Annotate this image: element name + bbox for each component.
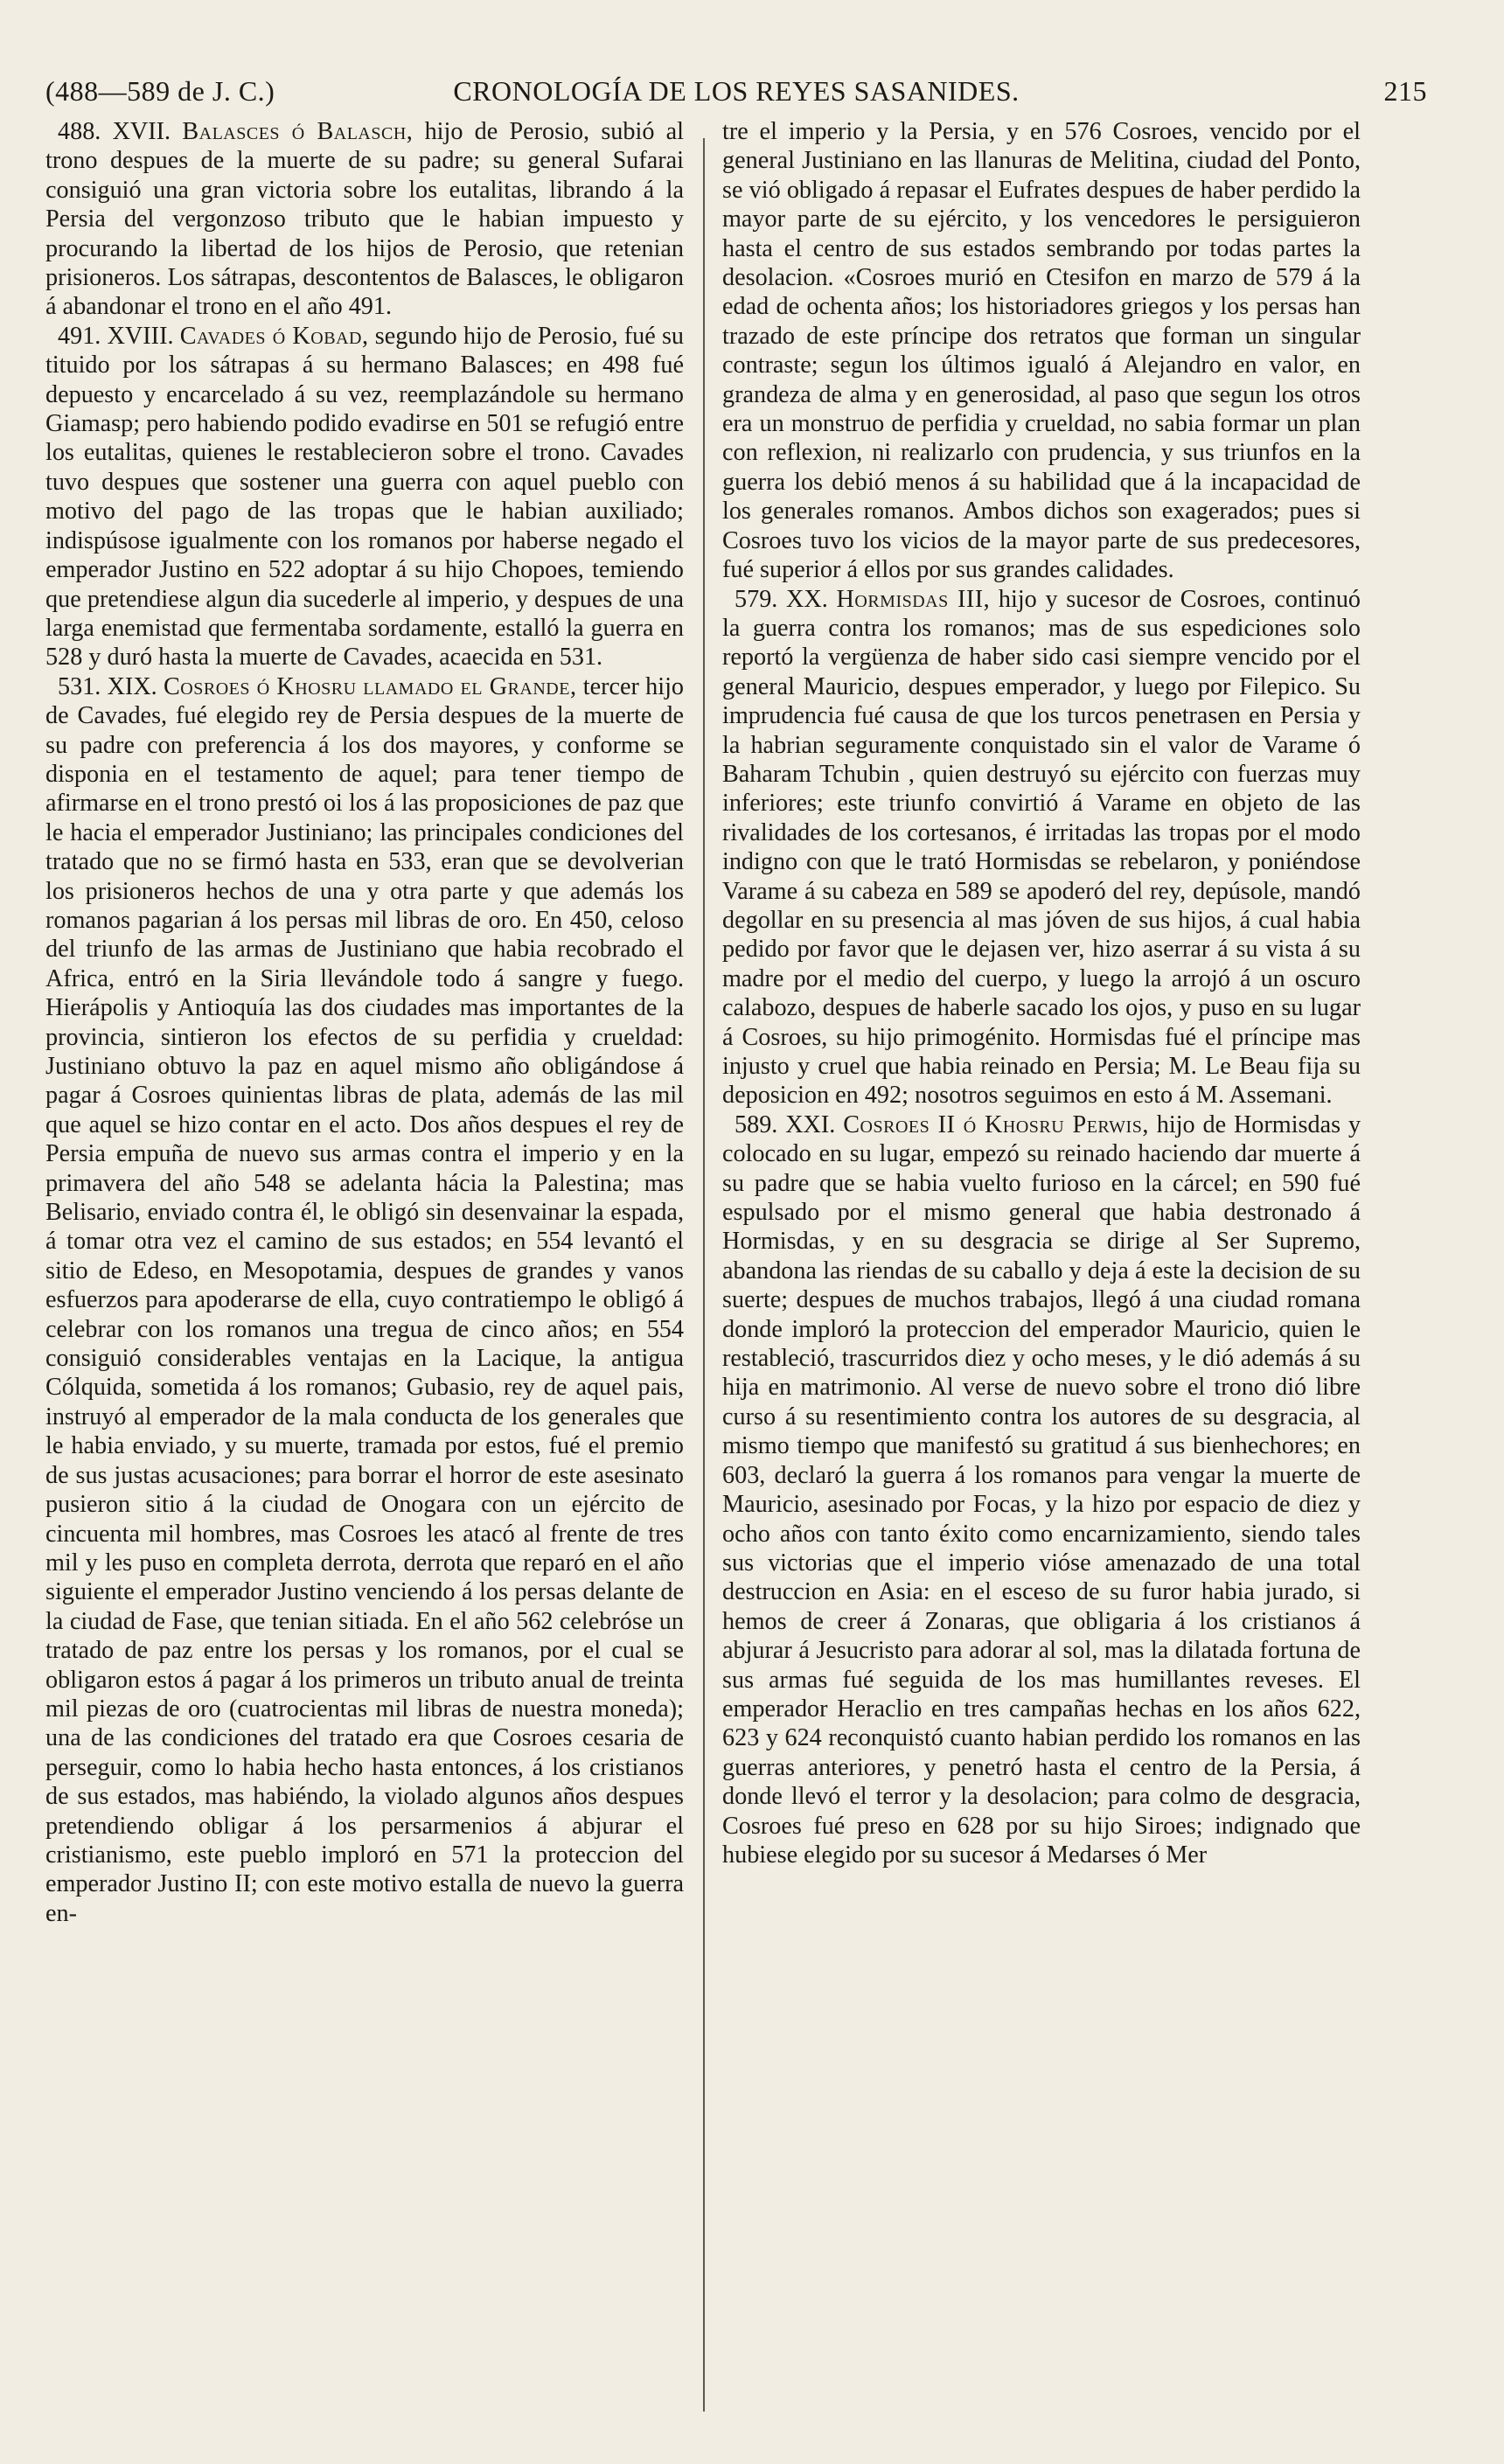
page (45, 68, 1427, 2429)
page-number: 215 (1383, 75, 1427, 107)
entry-roman-numeral: XIX. (107, 672, 157, 700)
king-name: Cosroes ó Khosru llamado el Grande, (163, 672, 577, 700)
entry-text: hijo de Perosio, subió al trono despues de la muerte de su padre; su general Sufarai consiguió una gran victoria sobre los eutalitas, librando á la Persia del vergonzoso tributo que le habian impuesto y procurando la libertad de los hijos de Perosio, que retenian prisioneros. Los sátrapas, descontentos de Balasces, le obligaron á abandonar el trono en el año 491. (45, 118, 684, 321)
king-name: Hormisdas III, (836, 585, 991, 613)
entry-roman-numeral: XXI. (785, 1110, 836, 1138)
entry-year: 579. (735, 585, 778, 613)
running-header (45, 68, 1427, 114)
entry-year: 488. (58, 118, 101, 145)
header-date-range: (488—589 de J. C.) (45, 75, 275, 107)
entry-paragraph (45, 117, 684, 322)
entry-text: hijo y sucesor de Cosroes, continuó la guerra contra los romanos; mas de sus espediciones solo reportó la vergüenza de haber sido casi siempre vencido por el general Mauricio, despues emperador, y luego por Filepico. Su imprudencia fué causa de que los turcos penetrasen en Persia y la habrian seguramente conquistado sin el valor de Varame ó Baharam Tchubin , quien destruyó su ejército con fuerzas muy inferiores; este triunfo convirtió á Varame en objeto de las rivalidades de los cortesanos, é irritadas las tropas por el modo indigno con que le trató Hormisdas se rebelaron, y poniéndose Varame á su cabeza en 589 se apoderó del rey, depúsole, mandó degollar en su presencia al mas jóven de sus hijos, á cual habia pedido por favor que le dejasen ver, hizo aserrar á su vista á su madre por el medio del cuerpo, y luego la arrojó á un oscuro calabozo, despues de haberle sacado los ojos, y puso en su lugar á Cosroes, su hijo primogénito. Hormisdas fué el príncipe mas injusto y cruel que habia reinado en Persia; M. Le Beau fija su deposicion en 492; nosotros seguimos en esto á M. Assemani. (722, 585, 1361, 1110)
entry-roman-numeral: XVIII. (107, 322, 174, 350)
entry-paragraph (45, 672, 684, 1928)
king-name: Balasces ó Balasch, (182, 118, 414, 145)
entry-text: segundo hijo de Perosio, fué su tituido por los sátrapas á su hermano Balasces; en 498 fué depuesto y encarcelado á su vez, reemplazándole su hermano Giamasp; pero habiendo podido evadirse en 501 se refugió entre los eutalitas, quienes le restablecieron sobre el trono. Cavades tuvo despues que sostener una guerra con aquel pueblo con motivo del pago de las tropas que le habian auxiliado; indispúsose igualmente con los romanos por haberse negado el emperador Justino en 522 adoptar á su hijo Chopoes, temiendo que pretendiese algun dia sucederle al imperio, y despues de una larga enemistad que fermentaba sordamente, estalló la guerra en 528 y duró hasta la muerte de Cavades, acaecida en 531. (45, 322, 684, 672)
header-title: CRONOLOGÍA DE LOS REYES SASANIDES. (453, 75, 1020, 107)
entry-text: tre el imperio y la Persia, y en 576 Cosroes, vencido por el general Justiniano en las llanuras de Melitina, ciudad del Ponto, se vió obligado á repasar el Eufrates despues de haber perdido la mayor parte de su ejército, y los vencedores le persiguieron hasta el centro de sus estados sembrando por todas partes la desolacion. «Cosroes murió en Ctesifon en marzo de 579 á la edad de ochenta años; los historiadores griegos y los persas han trazado de este príncipe dos retratos que forman un singular contraste; segun los últimos igualó á Alejandro en valor, en grandeza de alma y en generosidad, al paso que segun los otros era un monstruo de perfidia y crueldad, no sabia formar un plan con reflexion, ni realizarlo con prudencia, y sus triunfos en la guerra los debió menos á su habilidad que á la incapacidad de los generales romanos. Ambos dichos son exagerados; pues si Cosroes tuvo los vicios de la mayor parte de sus predecesores, fué superior á ellos por sus grandes calidades. (722, 118, 1361, 584)
entry-year: 491. (58, 322, 101, 350)
entry-text: tercer hijo de Cavades, fué elegido rey de Persia despues de la muerte de su padre con preferencia á los dos mayores, y conforme se disponia en el testamento de aquel; para tener tiempo de afirmarse en el trono prestó oi los á las proposiciones de paz que le hacia el emperador Justiniano; las principales condiciones del tratado que no se firmó hasta en 533, eran que se devolverian los prisioneros hechos de una y otra parte y que además los romanos pagarian á los persas mil libras de oro. En 450, celoso del triunfo de las armas de Justiniano que habia recobrado el Africa, entró en la Siria llevándole todo á sangre y fuego. Hierápolis y Antioquía las dos ciudades mas importantes de la provincia, sintieron los efectos de su perfidia y crueldad: Justiniano obtuvo la paz en aquel mismo año obligándose á pagar á Cosroes quinientas libras de plata, además de las mil que aquel se hizo contar en el acto. Dos años despues el rey de Persia empuña de nuevo sus armas contra el imperio y en la primavera del año 548 se adelanta hácia la Palestina; mas Belisario, enviado contra él, le obligó sin desenvainar la espada, á tomar otra vez el camino de sus estados; en 554 levantó el sitio de Edeso, en Mesopotamia, despues de grandes y vanos esfuerzos para apoderarse de ella, cuyo contratiempo le obligó á celebrar con los romanos una tregua de cinco años; en 554 consiguió considerables ventajas en la Lacique, la antigua Cólquida, sometida á los romanos; Gubasio, rey de aquel pais, instruyó al emperador de la mala conducta de los generales que le habia enviado, y su muerte, tramada por estos, fué el premio de sus justas acusaciones; para borrar el horror de este asesinato pusieron sitio á la ciudad de Onogara con un ejército de cincuenta mil hombres, mas Cosroes les atacó al frente de tres mil y les puso en completa derrota, derrota que reparó en el año siguiente el emperador Justino venciendo á los persas delante de la ciudad de Fase, que tenian sitiada. En el año 562 celebróse un tratado de paz entre los persas y los romanos, por el cual se obligaron estos á pagar á los primeros un tributo anual de treinta mil piezas de oro (cuatrocientas mil libras de nuestra moneda); una de las condiciones del tratado era que Cosroes cesaria de perseguir, como lo habia hecho hasta entonces, á los cristianos de sus estados, mas habiéndo, la violado algunos años despues pretendiendo obligar á los persarmenios á abjurar el cristianismo, este pueblo imploró en 571 la proteccion del emperador Justino II; con este motivo estalla de nuevo la guerra en- (45, 672, 684, 1927)
king-name: Cosroes II ó Khosru Perwis, (843, 1110, 1149, 1138)
entry-paragraph (722, 1110, 1361, 1870)
entry-roman-numeral: XX. (786, 585, 828, 613)
entry-continuation (722, 117, 1361, 585)
left-column (45, 117, 684, 2434)
entry-paragraph (722, 585, 1361, 1110)
entry-year: 589. (735, 1110, 778, 1138)
column-divider (703, 138, 705, 2412)
entry-text: hijo de Hormisdas y colocado en su lugar, empezó su reinado haciendo dar muerte á su padre que se habia vuelto furioso en la cárcel; en 590 fué espulsado por el mismo general que habia destronado á Hormisdas, y en su desgracia se dirige al Ser Supremo, abandona las riendas de su caballo y deja á este la decision de su suerte; despues de muchos trabajos, llegó á una ciudad romana donde imploró la proteccion del emperador Mauricio, quien le restableció, trascurridos diez y ocho meses, y le dió además á su hija en matrimonio. Al verse de nuevo sobre el trono dió libre curso á su resentimiento contra los autores de su desgracia, al mismo tiempo que manifestó su gratitud á sus bienhechores; en 603, declaró la guerra á los romanos para vengar la muerte de Mauricio, asesinado por Focas, y la hizo por espacio de diez y ocho años con tanto éxito como encarnizamiento, siendo tales sus victorias que el imperio vióse amenazado de una total destruccion en Asia: en el esceso de su furor habia jurado, si hemos de creer á Zonaras, que obligaria á los cristianos á abjurar á Jesucristo para adorar al sol, mas la dilatada fortuna de sus armas fué seguida de los mas humillantes reveses. El emperador Heraclio en tres campañas hechas en los años 622, 623 y 624 reconquistó cuanto habian perdido los romanos en las guerras anteriores, y penetró hasta el centro de la Persia, á donde llevó el terror y la desolacion; para colmo de desgracia, Cosroes fué preso en 628 por su hijo Siroes; indignado que hubiese elegido por su sucesor á Medarses ó Mer (722, 1110, 1361, 1869)
entry-year: 531. (58, 672, 101, 700)
entry-paragraph (45, 322, 684, 672)
entry-roman-numeral: XVII. (112, 118, 171, 145)
king-name: Cavades ó Kobad, (179, 322, 369, 350)
right-column (722, 117, 1361, 2434)
